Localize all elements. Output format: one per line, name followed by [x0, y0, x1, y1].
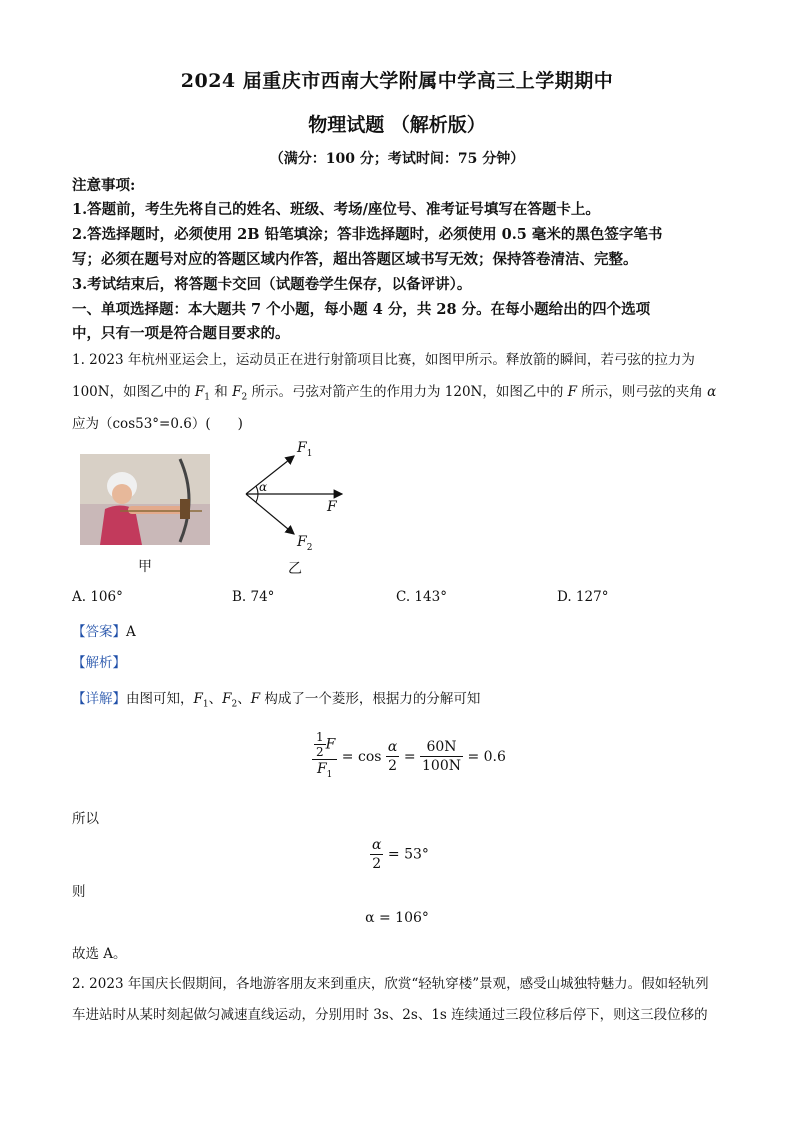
notice-heading: 注意事项:	[72, 177, 136, 194]
fig-caption-yi: 乙	[288, 561, 302, 577]
answer-value: A	[126, 624, 136, 640]
notice-item-2b: 写；必须在题号对应的答题区域内作答，超出答题区域书写无效；保持答卷清洁、完整。	[72, 251, 638, 268]
q1-line3: 应为（cos53°=0.6）( )	[72, 416, 243, 432]
equation-3: α = 106°	[365, 910, 429, 926]
answer-line	[72, 620, 136, 640]
q2-line2: 车进站时从某时刻起做匀减速直线运动，分别用时 3s、2s、1s 连续通过三段位移后停下，则这三段位移的	[72, 1007, 708, 1023]
q1-line1: 1. 2023 年杭州亚运会上，运动员正在进行射箭项目比赛，如图甲所示。释放箭的瞬间，若弓弦的拉力为	[72, 352, 695, 368]
option-a: A. 106°	[72, 589, 123, 605]
choose-line: 故选 A。	[72, 946, 127, 962]
force-diagram	[236, 436, 356, 571]
q2-line1: 2. 2023 年国庆长假期间，各地游客朋友来到重庆，欣赏“轻轨穿楼”景观，感受山城独特魅力。假如轻轨列	[72, 976, 709, 992]
section1-line2: 中，只有一项是符合题目要求的。	[72, 325, 290, 342]
option-b: B. 74°	[232, 589, 275, 605]
label-f2: $F_2$	[297, 534, 313, 553]
notice-item-3: 3.考试结束后，将答题卡交回（试题卷学生保存，以备评讲）。	[72, 276, 472, 293]
label-f: F	[327, 499, 337, 515]
vector-f2	[246, 494, 294, 534]
section1-line1: 一、单项选择题：本大题共 7 个小题，每小题 4 分，共 28 分。在每小题给出的四个选项	[72, 301, 651, 318]
detail-line: 【详解】由图可知，$F_1$、$F_2$、F 构成了一个菱形，根据力的分解可知	[72, 691, 481, 710]
exam-title-line1: 2024 届重庆市西南大学附属中学高三上学期期中	[180, 70, 614, 92]
option-d: D. 127°	[557, 589, 609, 605]
vector-f1	[246, 456, 294, 494]
q1-line2: 100N，如图乙中的 $F_1$ 和 $F_2$ 所示。弓弦对箭产生的作用力为 120N，如图乙中的 F 所示，则弓弦的夹角 α	[72, 384, 717, 403]
archer-photo	[80, 454, 210, 545]
analysis-tag: 【解析】	[72, 655, 126, 671]
equation-2: $\frac{\alpha}{2}$ = 53°	[372, 837, 429, 872]
equation-1: $\frac{1}{2}$ F $F_1$ = cos $\frac{\alpha}{2}$ = $\frac{60N}{100N}$ = 0.6	[312, 730, 506, 784]
archer-illustration	[80, 454, 210, 545]
notice-item-2a: 2.答选择题时，必须使用 2B 铅笔填涂；答非选择题时，必须使用 0.5 毫米的黑色签字笔书	[72, 226, 663, 243]
answer-tag: 【答案】	[72, 624, 126, 640]
fig-caption-jia: 甲	[138, 559, 152, 575]
label-f1: $F_1$	[297, 440, 313, 459]
option-c: C. 143°	[396, 589, 447, 605]
notice-item-1: 1.答题前，考生先将自己的姓名、班级、考场/座位号、准考证号填写在答题卡上。	[72, 201, 600, 218]
label-alpha: α	[259, 480, 268, 494]
exam-title-line2: 物理试题 （解析版）	[308, 114, 486, 136]
so-label: 所以	[72, 811, 99, 827]
then-label: 则	[72, 884, 86, 900]
score-time-line: （满分：100 分；考试时间：75 分钟）	[269, 151, 525, 167]
